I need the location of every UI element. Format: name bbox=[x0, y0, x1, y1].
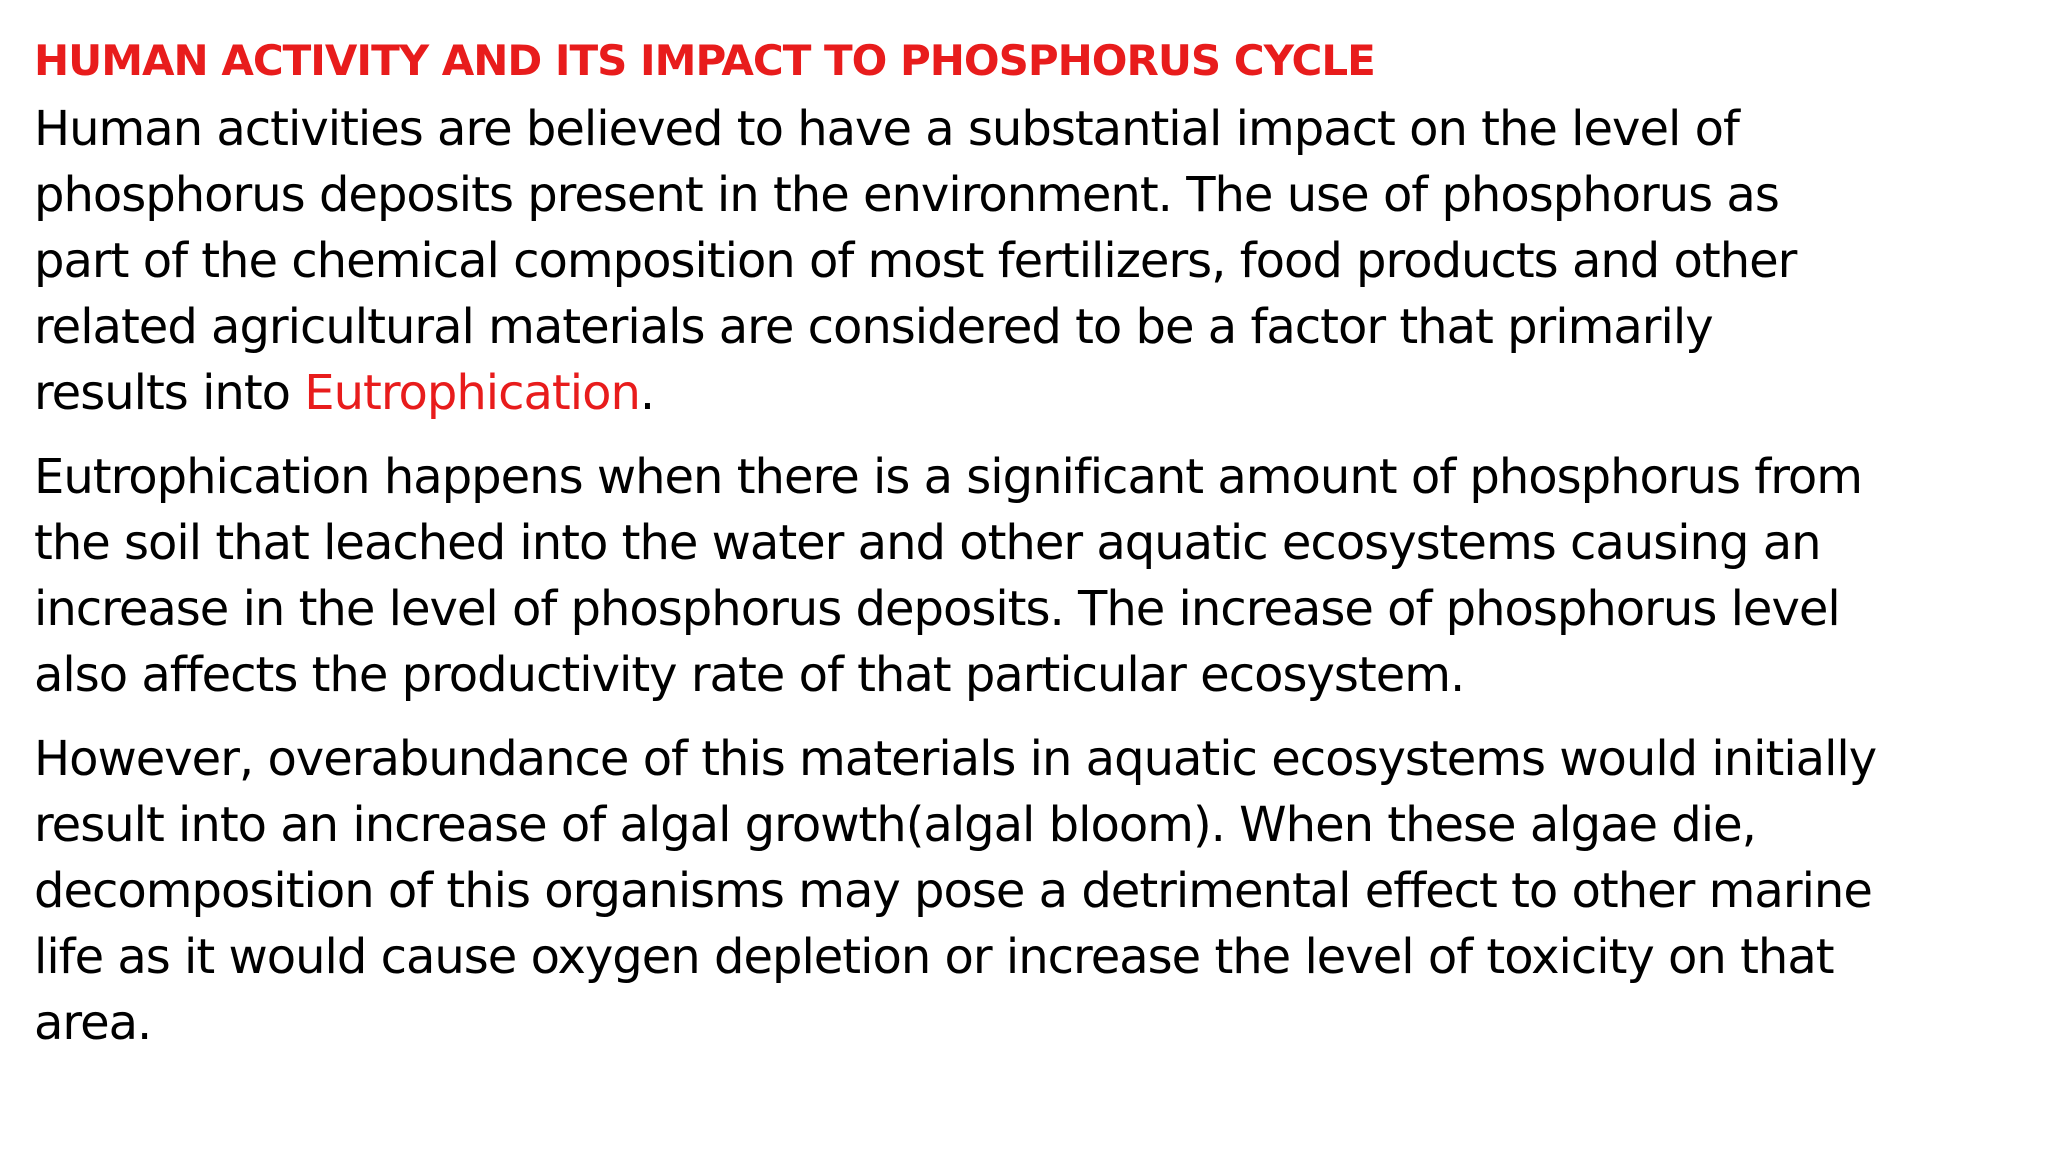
paragraph-line: life as it would cause oxygen depletion or increase the level of toxicity on that bbox=[34, 929, 1834, 985]
slide-title: HUMAN ACTIVITY AND ITS IMPACT TO PHOSPHORUS CYCLE bbox=[34, 36, 1375, 85]
paragraph-line: Human activities are believed to have a substantial impact on the level of bbox=[34, 101, 1739, 157]
line-suffix: . bbox=[639, 365, 655, 421]
slide-content bbox=[34, 30, 2024, 1074]
paragraph-line: decomposition of this organisms may pose a detrimental effect to other marine bbox=[34, 863, 1872, 919]
paragraph-line: related agricultural materials are considered to be a factor that primarily bbox=[34, 299, 1713, 355]
paragraph-line: area. bbox=[34, 995, 152, 1051]
paragraph-line: However, overabundance of this materials in aquatic ecosystems would initially bbox=[34, 731, 1877, 787]
paragraph-line: Eutrophication happens when there is a significant amount of phosphorus from bbox=[34, 449, 1862, 505]
paragraph-human-activity bbox=[34, 96, 2024, 426]
paragraph-line: result into an increase of algal growth(algal bloom). When these algae die, bbox=[34, 797, 1756, 853]
paragraph-line: the soil that leached into the water and other aquatic ecosystems causing an bbox=[34, 515, 1821, 571]
paragraph-line: phosphorus deposits present in the environment. The use of phosphorus as bbox=[34, 167, 1779, 223]
paragraph-line bbox=[34, 360, 2024, 426]
eutrophication-term: Eutrophication bbox=[304, 365, 640, 421]
paragraph-overabundance bbox=[34, 726, 2024, 1056]
paragraph-eutrophication bbox=[34, 444, 2024, 708]
paragraph-line: increase in the level of phosphorus deposits. The increase of phosphorus level bbox=[34, 581, 1840, 637]
paragraph-line: part of the chemical composition of most fertilizers, food products and other bbox=[34, 233, 1797, 289]
paragraph-line: also affects the productivity rate of that particular ecosystem. bbox=[34, 647, 1465, 703]
line-prefix: results into bbox=[34, 365, 305, 421]
